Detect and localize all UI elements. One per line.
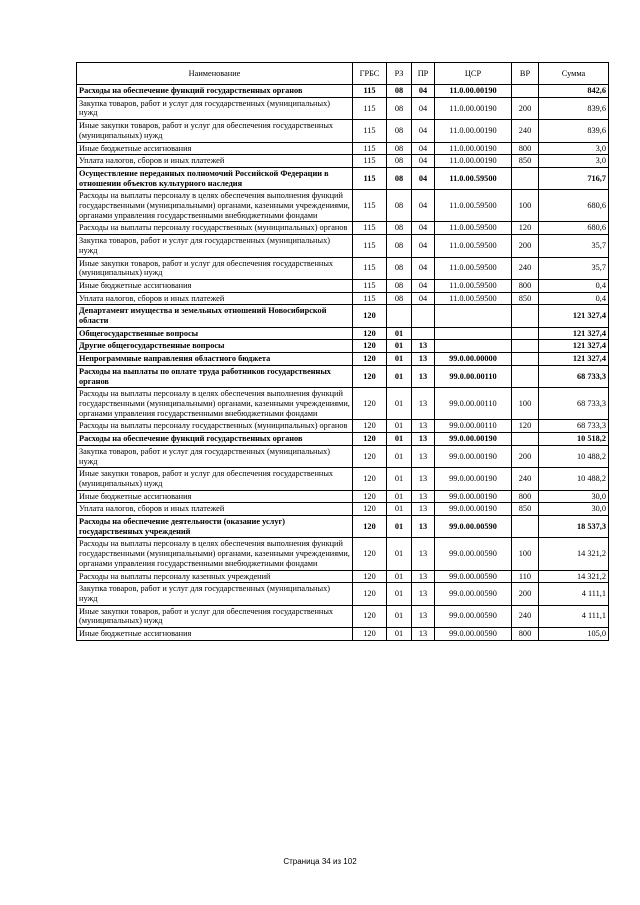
cell-name: Иные бюджетные ассигнования (77, 490, 353, 503)
cell-vr: 200 (512, 235, 539, 257)
cell-grbs: 120 (353, 570, 387, 583)
cell-rz: 01 (387, 516, 412, 538)
cell-sum: 30,0 (539, 490, 609, 503)
cell-name: Расходы на выплаты персоналу государственных (муниципальных) органов (77, 420, 353, 433)
cell-vr (512, 85, 539, 98)
cell-sum: 4 111,1 (539, 605, 609, 627)
cell-grbs: 120 (353, 327, 387, 340)
cell-name: Расходы на обеспечение функций государственных органов (77, 85, 353, 98)
cell-sum: 14 321,2 (539, 538, 609, 570)
cell-pr: 13 (412, 516, 435, 538)
cell-rz: 08 (387, 222, 412, 235)
cell-sum: 121 327,4 (539, 305, 609, 327)
cell-name: Департамент имущества и земельных отношений Новосибирской области (77, 305, 353, 327)
cell-rz: 08 (387, 190, 412, 222)
cell-pr: 13 (412, 538, 435, 570)
cell-vr (512, 340, 539, 353)
cell-pr: 13 (412, 420, 435, 433)
cell-rz: 01 (387, 445, 412, 467)
cell-sum: 30,0 (539, 503, 609, 516)
cell-csr: 11.0.00.59500 (435, 292, 512, 305)
header-grbs: ГРБС (353, 63, 387, 85)
cell-pr: 13 (412, 628, 435, 641)
cell-vr (512, 516, 539, 538)
cell-name: Уплата налогов, сборов и иных платежей (77, 503, 353, 516)
cell-csr: 11.0.00.59500 (435, 222, 512, 235)
table-row (77, 353, 609, 366)
cell-sum: 121 327,4 (539, 327, 609, 340)
cell-grbs: 120 (353, 305, 387, 327)
cell-name: Непрограммные направления областного бюджета (77, 353, 353, 366)
cell-grbs: 120 (353, 583, 387, 605)
table-row (77, 490, 609, 503)
cell-pr: 04 (412, 120, 435, 142)
cell-pr (412, 305, 435, 327)
cell-vr: 800 (512, 279, 539, 292)
table-row (77, 365, 609, 387)
cell-vr: 100 (512, 538, 539, 570)
cell-grbs: 115 (353, 120, 387, 142)
table-row (77, 235, 609, 257)
cell-csr: 11.0.00.00190 (435, 120, 512, 142)
cell-grbs: 115 (353, 292, 387, 305)
table-row (77, 433, 609, 446)
cell-grbs: 120 (353, 490, 387, 503)
cell-csr: 99.0.00.00190 (435, 468, 512, 490)
cell-vr: 120 (512, 420, 539, 433)
cell-name: Расходы на выплаты персоналу в целях обеспечения выполнения функций государственными (муниципальными) органами, казенными учреждениями, органами управления государственными внебюджетными фондами (77, 388, 353, 420)
table-row (77, 516, 609, 538)
cell-vr: 800 (512, 490, 539, 503)
table-row (77, 222, 609, 235)
cell-grbs: 120 (353, 468, 387, 490)
table-body (77, 85, 609, 641)
cell-vr: 850 (512, 503, 539, 516)
cell-vr: 850 (512, 155, 539, 168)
table-row (77, 628, 609, 641)
cell-name: Закупка товаров, работ и услуг для государственных (муниципальных) нужд (77, 445, 353, 467)
cell-name: Закупка товаров, работ и услуг для государственных (муниципальных) нужд (77, 235, 353, 257)
header-csr: ЦСР (435, 63, 512, 85)
table-row (77, 120, 609, 142)
table-row (77, 570, 609, 583)
cell-sum: 3,0 (539, 155, 609, 168)
cell-sum: 680,6 (539, 222, 609, 235)
cell-csr: 11.0.00.00190 (435, 85, 512, 98)
cell-grbs: 120 (353, 538, 387, 570)
cell-vr: 800 (512, 628, 539, 641)
cell-rz: 01 (387, 353, 412, 366)
cell-sum: 716,7 (539, 167, 609, 189)
table-row (77, 388, 609, 420)
cell-rz: 01 (387, 503, 412, 516)
cell-name: Расходы на выплаты персоналу казенных учреждений (77, 570, 353, 583)
table-row (77, 190, 609, 222)
cell-pr: 04 (412, 85, 435, 98)
cell-name: Иные закупки товаров, работ и услуг для обеспечения государственных (муниципальных) нужд (77, 257, 353, 279)
cell-sum: 14 321,2 (539, 570, 609, 583)
cell-vr: 240 (512, 120, 539, 142)
cell-rz: 01 (387, 538, 412, 570)
table-header-row (77, 63, 609, 85)
cell-rz: 08 (387, 142, 412, 155)
cell-csr: 99.0.00.00190 (435, 445, 512, 467)
cell-rz: 01 (387, 605, 412, 627)
cell-sum: 0,4 (539, 292, 609, 305)
cell-rz: 08 (387, 167, 412, 189)
cell-sum: 10 488,2 (539, 445, 609, 467)
cell-csr: 99.0.00.00110 (435, 388, 512, 420)
cell-name: Закупка товаров, работ и услуг для государственных (муниципальных) нужд (77, 97, 353, 119)
cell-sum: 842,6 (539, 85, 609, 98)
cell-vr: 240 (512, 605, 539, 627)
cell-sum: 10 488,2 (539, 468, 609, 490)
cell-grbs: 120 (353, 516, 387, 538)
cell-sum: 105,0 (539, 628, 609, 641)
cell-grbs: 115 (353, 167, 387, 189)
cell-vr: 850 (512, 292, 539, 305)
cell-grbs: 120 (353, 445, 387, 467)
cell-name: Иные бюджетные ассигнования (77, 628, 353, 641)
page-number: Страница 34 из 102 (283, 857, 357, 866)
cell-pr: 13 (412, 583, 435, 605)
cell-vr: 240 (512, 257, 539, 279)
cell-name: Расходы на выплаты персоналу в целях обеспечения выполнения функций государственными (муниципальными) органами, казенными учреждениями, органами управления государственными внебюджетными фондами (77, 538, 353, 570)
cell-csr: 99.0.00.00110 (435, 365, 512, 387)
cell-grbs: 115 (353, 235, 387, 257)
cell-vr: 240 (512, 468, 539, 490)
cell-sum: 35,7 (539, 235, 609, 257)
cell-grbs: 120 (353, 365, 387, 387)
table-row (77, 583, 609, 605)
cell-csr: 11.0.00.59500 (435, 235, 512, 257)
cell-grbs: 120 (353, 605, 387, 627)
header-rz: РЗ (387, 63, 412, 85)
cell-pr: 13 (412, 490, 435, 503)
cell-vr (512, 365, 539, 387)
cell-csr (435, 305, 512, 327)
cell-pr: 13 (412, 503, 435, 516)
cell-grbs: 115 (353, 190, 387, 222)
cell-pr: 04 (412, 142, 435, 155)
cell-sum: 680,6 (539, 190, 609, 222)
cell-name: Расходы на выплаты по оплате труда работников государственных органов (77, 365, 353, 387)
cell-sum: 68 733,3 (539, 420, 609, 433)
cell-grbs: 120 (353, 503, 387, 516)
cell-csr (435, 327, 512, 340)
cell-rz: 08 (387, 235, 412, 257)
cell-rz: 08 (387, 257, 412, 279)
cell-rz: 08 (387, 292, 412, 305)
cell-grbs: 120 (353, 340, 387, 353)
cell-vr: 120 (512, 222, 539, 235)
cell-sum: 18 537,3 (539, 516, 609, 538)
cell-name: Расходы на обеспечение деятельности (оказание услуг) государственных учреждений (77, 516, 353, 538)
cell-pr: 13 (412, 433, 435, 446)
cell-rz: 08 (387, 279, 412, 292)
cell-sum: 121 327,4 (539, 340, 609, 353)
cell-csr: 99.0.00.00110 (435, 420, 512, 433)
cell-csr: 99.0.00.00590 (435, 538, 512, 570)
cell-pr: 04 (412, 190, 435, 222)
cell-csr: 99.0.00.00190 (435, 503, 512, 516)
table-row (77, 97, 609, 119)
cell-vr: 800 (512, 142, 539, 155)
cell-csr (435, 340, 512, 353)
cell-rz: 01 (387, 628, 412, 641)
table-row (77, 155, 609, 168)
cell-csr: 99.0.00.00190 (435, 433, 512, 446)
cell-name: Иные закупки товаров, работ и услуг для обеспечения государственных (муниципальных) нужд (77, 468, 353, 490)
cell-grbs: 120 (353, 353, 387, 366)
table-row (77, 85, 609, 98)
cell-sum: 3,0 (539, 142, 609, 155)
cell-rz: 01 (387, 468, 412, 490)
table-row (77, 605, 609, 627)
cell-sum: 35,7 (539, 257, 609, 279)
header-vr: ВР (512, 63, 539, 85)
cell-vr: 200 (512, 445, 539, 467)
cell-vr (512, 305, 539, 327)
cell-sum: 68 733,3 (539, 365, 609, 387)
cell-csr: 99.0.00.00000 (435, 353, 512, 366)
table-row (77, 167, 609, 189)
cell-rz: 08 (387, 85, 412, 98)
table-row (77, 468, 609, 490)
cell-grbs: 115 (353, 222, 387, 235)
cell-vr: 100 (512, 388, 539, 420)
cell-sum: 839,6 (539, 120, 609, 142)
cell-name: Расходы на выплаты персоналу государственных (муниципальных) органов (77, 222, 353, 235)
header-name: Наименование (77, 63, 353, 85)
cell-pr: 04 (412, 235, 435, 257)
table-row (77, 503, 609, 516)
cell-grbs: 120 (353, 628, 387, 641)
cell-grbs: 115 (353, 279, 387, 292)
cell-grbs: 120 (353, 388, 387, 420)
cell-sum: 10 518,2 (539, 433, 609, 446)
cell-grbs: 120 (353, 420, 387, 433)
cell-sum: 121 327,4 (539, 353, 609, 366)
cell-rz: 01 (387, 420, 412, 433)
cell-sum: 839,6 (539, 97, 609, 119)
cell-csr: 11.0.00.59500 (435, 190, 512, 222)
cell-csr: 11.0.00.59500 (435, 167, 512, 189)
cell-pr: 04 (412, 279, 435, 292)
cell-name: Расходы на обеспечение функций государственных органов (77, 433, 353, 446)
cell-sum: 68 733,3 (539, 388, 609, 420)
cell-pr: 13 (412, 340, 435, 353)
cell-rz: 08 (387, 120, 412, 142)
cell-name: Уплата налогов, сборов и иных платежей (77, 292, 353, 305)
cell-pr: 13 (412, 445, 435, 467)
cell-pr: 04 (412, 155, 435, 168)
cell-name: Закупка товаров, работ и услуг для государственных (муниципальных) нужд (77, 583, 353, 605)
cell-name: Общегосударственные вопросы (77, 327, 353, 340)
cell-csr: 99.0.00.00590 (435, 516, 512, 538)
cell-vr (512, 433, 539, 446)
table-row (77, 327, 609, 340)
cell-pr: 04 (412, 257, 435, 279)
cell-rz: 01 (387, 365, 412, 387)
cell-csr: 99.0.00.00590 (435, 628, 512, 641)
cell-grbs: 115 (353, 257, 387, 279)
cell-sum: 0,4 (539, 279, 609, 292)
cell-rz: 01 (387, 340, 412, 353)
cell-csr: 99.0.00.00190 (435, 490, 512, 503)
cell-vr: 200 (512, 583, 539, 605)
cell-rz: 08 (387, 97, 412, 119)
cell-name: Уплата налогов, сборов и иных платежей (77, 155, 353, 168)
cell-pr: 13 (412, 365, 435, 387)
cell-pr: 13 (412, 353, 435, 366)
cell-name: Другие общегосударственные вопросы (77, 340, 353, 353)
header-sum: Сумма (539, 63, 609, 85)
cell-vr: 110 (512, 570, 539, 583)
cell-csr: 11.0.00.59500 (435, 279, 512, 292)
budget-table (76, 62, 609, 641)
cell-grbs: 115 (353, 142, 387, 155)
cell-pr: 04 (412, 292, 435, 305)
cell-rz (387, 305, 412, 327)
cell-rz: 01 (387, 490, 412, 503)
cell-pr: 13 (412, 570, 435, 583)
cell-vr: 100 (512, 190, 539, 222)
cell-name: Иные бюджетные ассигнования (77, 142, 353, 155)
cell-csr: 99.0.00.00590 (435, 583, 512, 605)
cell-rz: 01 (387, 570, 412, 583)
cell-pr: 04 (412, 97, 435, 119)
cell-rz: 01 (387, 388, 412, 420)
cell-rz: 01 (387, 583, 412, 605)
cell-grbs: 120 (353, 433, 387, 446)
table-row (77, 142, 609, 155)
cell-vr (512, 327, 539, 340)
cell-grbs: 115 (353, 155, 387, 168)
table-row (77, 279, 609, 292)
table-row (77, 420, 609, 433)
cell-rz: 01 (387, 327, 412, 340)
cell-pr: 13 (412, 605, 435, 627)
table-row (77, 538, 609, 570)
cell-pr: 13 (412, 468, 435, 490)
cell-grbs: 115 (353, 85, 387, 98)
cell-grbs: 115 (353, 97, 387, 119)
table-row (77, 292, 609, 305)
cell-rz: 01 (387, 433, 412, 446)
cell-sum: 4 111,1 (539, 583, 609, 605)
header-pr: ПР (412, 63, 435, 85)
cell-pr (412, 327, 435, 340)
table-row (77, 445, 609, 467)
cell-name: Осуществление переданных полномочий Российской Федерации в отношении объектов культурного наследия (77, 167, 353, 189)
cell-pr: 13 (412, 388, 435, 420)
cell-csr: 11.0.00.00190 (435, 142, 512, 155)
table-row (77, 305, 609, 327)
table-row (77, 257, 609, 279)
table-row (77, 340, 609, 353)
cell-vr (512, 353, 539, 366)
cell-rz: 08 (387, 155, 412, 168)
cell-name: Иные бюджетные ассигнования (77, 279, 353, 292)
cell-csr: 11.0.00.59500 (435, 257, 512, 279)
cell-vr (512, 167, 539, 189)
cell-csr: 11.0.00.00190 (435, 155, 512, 168)
cell-name: Расходы на выплаты персоналу в целях обеспечения выполнения функций государственными (муниципальными) органами, казенными учреждениями, органами управления государственными внебюджетными фондами (77, 190, 353, 222)
cell-csr: 99.0.00.00590 (435, 570, 512, 583)
cell-name: Иные закупки товаров, работ и услуг для обеспечения государственных (муниципальных) нужд (77, 605, 353, 627)
cell-csr: 11.0.00.00190 (435, 97, 512, 119)
cell-name: Иные закупки товаров, работ и услуг для обеспечения государственных (муниципальных) нужд (77, 120, 353, 142)
cell-vr: 200 (512, 97, 539, 119)
cell-pr: 04 (412, 167, 435, 189)
cell-pr: 04 (412, 222, 435, 235)
cell-csr: 99.0.00.00590 (435, 605, 512, 627)
